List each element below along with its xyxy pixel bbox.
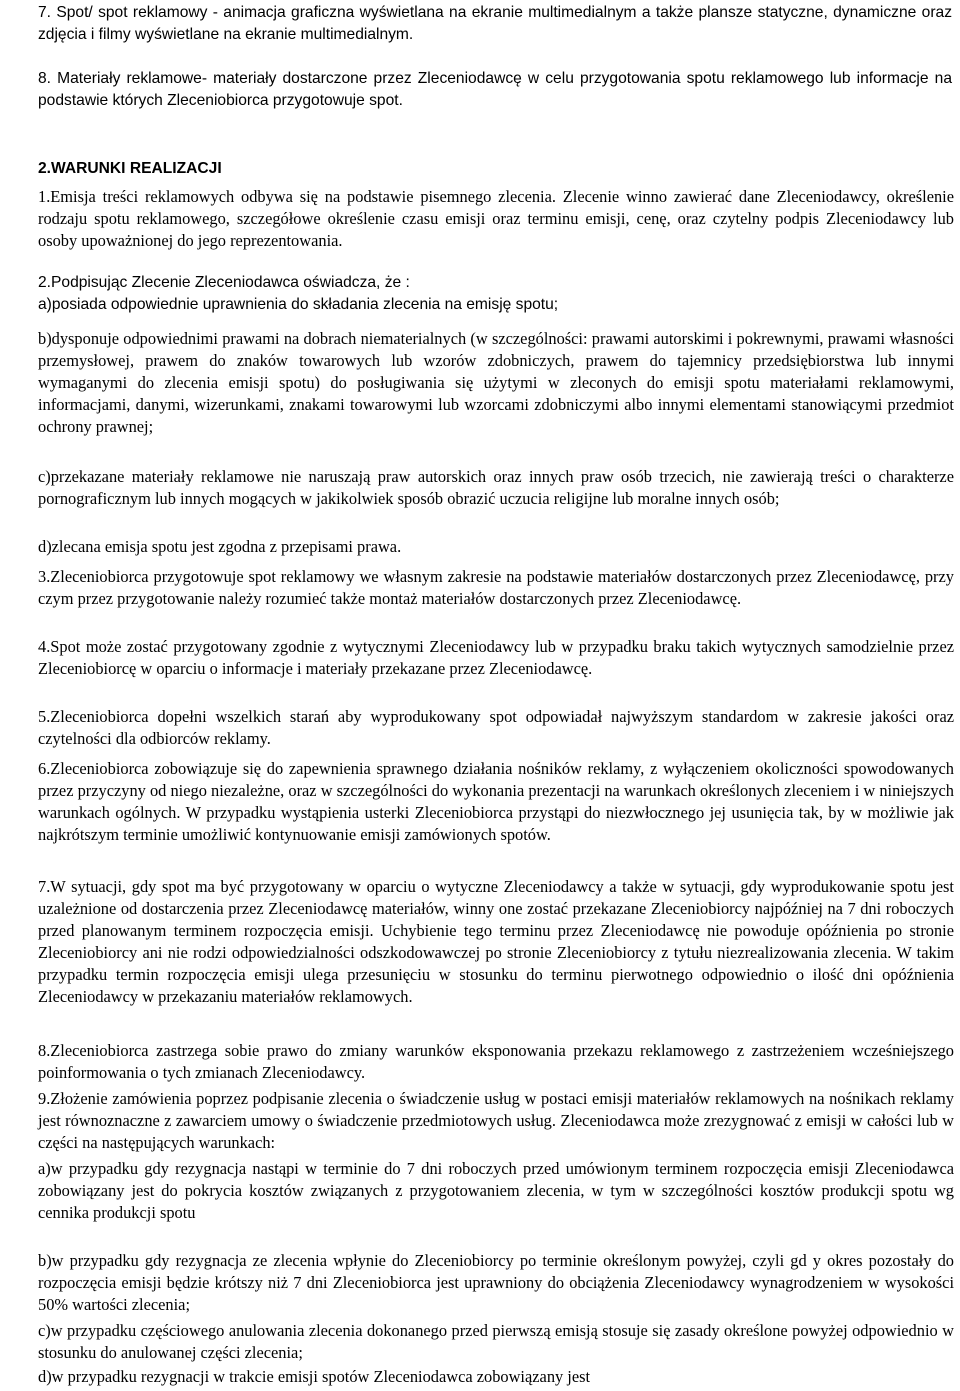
section-heading: 2.WARUNKI REALIZACJI — [38, 160, 222, 177]
clause-5: 5.Zleceniobiorca dopełni wszelkich starań aby wyprodukowany spot odpowiadał najwyższym standardom w zakresie jakości oraz czytelności dla odbiorców reklamy. — [38, 707, 954, 748]
clause-7: 7.W sytuacji, gdy spot ma być przygotowany w oparciu o wytyczne Zleceniodawcy a także w sytuacji, gdy wyprodukowanie spotu jest uzależnione od dostarczenia przez Zleceniodawcę materiałów, winny one zostać przekazane Zleceniobiorcy najpóźniej na 7 dni roboczych przed planowanym terminem rozpoczęcia emisji. Uchybienie tego terminu przez Zleceniodawcę nie powoduje opóźnienia po stronie Zleceniobiorcy ani nie rodzi odpowiedzialności odszkodowawczej po stronie Zleceniobiorcy z tytułu niezrealizowania zlecenia. W takim przypadku termin rozpoczęcia emisji ulega przesunięciu w stosunku do terminu pierwotnego odpowiednio o ilość dni opóźnienia Zleceniodawcy w przekazaniu materiałów reklamowych. — [38, 877, 954, 1006]
definition-item-8: 8. Materiały reklamowe- materiały dostarczone przez Zleceniodawcę w celu przygotowania spotu reklamowego lub informacje na podstawie których Zleceniobiorca przygotowuje spot. — [38, 70, 952, 109]
clause-9a: a)w przypadku gdy rezygnacja nastąpi w terminie do 7 dni roboczych przed umówionym terminem rozpoczęcia emisji Zleceniodawca zobowiązany jest do pokrycia kosztów związanych z przygotowaniem zlecenia, w tym w szczególności kosztów produkcji spotu wg cennika produkcji spotu — [38, 1159, 954, 1222]
clause-9d: d)w przypadku rezygnacji w trakcie emisji spotów Zleceniodawca zobowiązany jest — [38, 1367, 591, 1386]
clause-4: 4.Spot może zostać przygotowany zgodnie z wytycznymi Zleceniodawcy lub w przypadku braku takich wytycznych samodzielnie przez Zleceniobiorcę w oparciu o informacje i materiały przekazane przez Zleceniodawcę. — [38, 637, 954, 678]
clause-9b: b)w przypadku gdy rezygnacja ze zlecenia wpłynie do Zleceniobiorcy po terminie określonym powyżej, czyli gd y okres pozostały do rozpoczęcia emisji będzie krótszy niż 7 dni Zleceniobiorca jest uprawniony do obciążenia Zleceniodawcy wynagrodzeniem w wysokości 50% wartości zlecenia; — [38, 1251, 954, 1314]
clause-9c: c)w przypadku częściowego anulowania zlecenia dokonanego przed pierwszą emisją stosuje się zasady określone powyżej odpowiednio w stosunku do anulowanej części zlecenia; — [38, 1321, 954, 1362]
clause-6: 6.Zleceniobiorca zobowiązuje się do zapewnienia sprawnego działania nośników reklamy, z wyłączeniem okoliczności spowodowanych przez przyczyny od niego niezależne, oraz w szczególności do wykonania prezentacji na warunkach określonych zleceniem i w niniejszych warunkach ogólnych. W przypadku wystąpienia usterki Zleceniobiorca przystąpi do niezwłocznego jej usunięcia tak, by w możliwie jak najkrótszym terminie umożliwić kontynuowanie emisji zamówionych spotów. — [38, 759, 954, 844]
clause-2a: a)posiada odpowiednie uprawnienia do składania zlecenia na emisję spotu; — [38, 296, 559, 313]
definition-item-7: 7. Spot/ spot reklamowy - animacja graficzna wyświetlana na ekranie multimedialnym a także plansze statyczne, dynamiczne oraz zdjęcia i filmy wyświetlane na ekranie multimedialnym. — [38, 4, 952, 43]
clause-2d: d)zlecana emisja spotu jest zgodna z przepisami prawa. — [38, 537, 402, 556]
clause-2-intro: 2.Podpisując Zlecenie Zleceniodawca oświadcza, że : — [38, 274, 410, 291]
clause-2b: b)dysponuje odpowiednimi prawami na dobrach niematerialnych (w szczególności: prawami autorskimi i pokrewnymi, prawami własności przemysłowej, prawem do znaków towarowych lub wzorów zdobniczych, prawem do tajemnicy przedsiębiorstwa lub innymi wymaganymi do zlecenia emisji spotu) do posługiwania się użytymi w zleconych do emisji spotu materiałami reklamowymi, informacjami, danymi, wizerunkami, znakami towarowymi lub wzorcami zdobniczymi albo innymi elementami stanowiącymi przedmiot ochrony prawnej; — [38, 329, 954, 436]
clause-9: 9.Złożenie zamówienia poprzez podpisanie zlecenia o świadczenie usług w postaci emisji materiałów reklamowych na nośnikach reklamy jest równoznaczne z zawarciem umowy o świadczenie przedmiotowych usług. Zleceniodawca może zrezygnować z emisji w całości lub w części na następujących warunkach: — [38, 1089, 954, 1152]
clause-1: 1.Emisja treści reklamowych odbywa się na podstawie pisemnego zlecenia. Zlecenie winno zawierać dane Zleceniodawcy, określenie rodzaju spotu reklamowego, szczegółowe określenie czasu emisji oraz terminu emisji, cenę, oraz czytelny podpis Zleceniodawcy lub osoby upoważnionej do jego reprezentowania. — [38, 187, 954, 250]
clause-3: 3.Zleceniobiorca przygotowuje spot reklamowy we własnym zakresie na podstawie materiałów dostarczonych przez Zleceniodawcę, przy czym przez przygotowanie należy rozumieć także montaż materiałów dostarczonych przez Zleceniodawcę. — [38, 567, 954, 608]
clause-2c: c)przekazane materiały reklamowe nie naruszają praw autorskich oraz innych praw osób trzecich, nie zawierają treści o charakterze pornograficznym lub innych mogących w jakikolwiek sposób obrazić uczucia religijne lub moralne innych osób; — [38, 467, 954, 508]
clause-8: 8.Zleceniobiorca zastrzega sobie prawo do zmiany warunków eksponowania przekazu reklamowego z zastrzeżeniem wcześniejszego poinformowania o tych zmianach Zleceniodawcy. — [38, 1041, 954, 1082]
